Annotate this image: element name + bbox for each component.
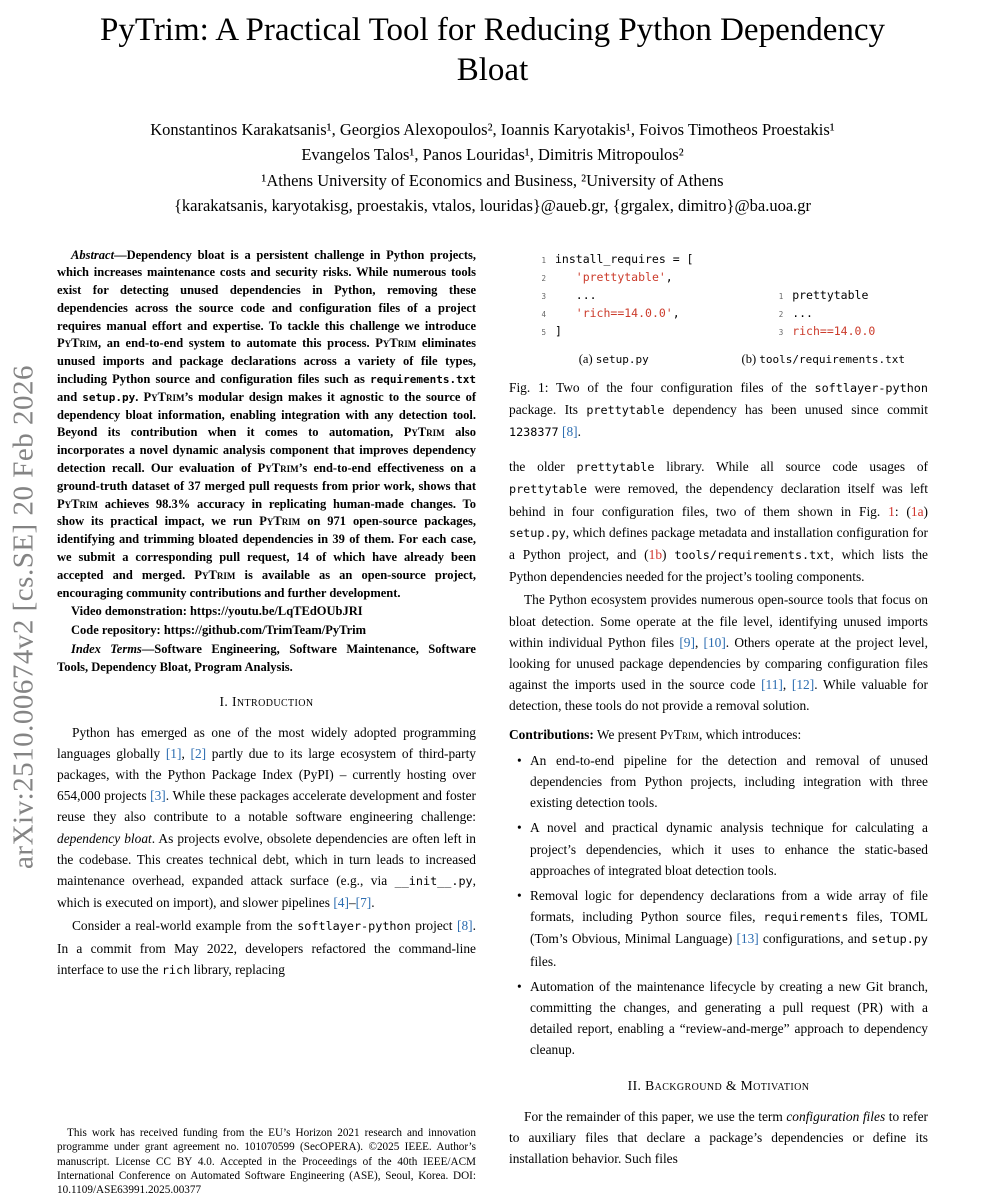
paragraph-background [509, 1106, 928, 1170]
code-line [534, 251, 693, 269]
line-number: 2 [778, 310, 784, 320]
figure-1b [719, 251, 929, 367]
text-run: library, replacing [190, 961, 285, 977]
code-text [792, 306, 813, 320]
video-demo-line [57, 603, 476, 621]
text-run: the older [509, 459, 577, 475]
paper-title: PyTrim: A Practical Tool for Reducing Python Dependency Bloat [99, 12, 886, 89]
left-column [57, 247, 476, 1200]
line-number: 2 [541, 273, 546, 283]
text-run: Index Terms [71, 642, 142, 657]
figure-ref-link[interactable]: 1 [888, 503, 895, 519]
code-line [771, 287, 875, 305]
text-run: . While valuable for detection, these tools do not provide a removal solution. [509, 677, 928, 714]
text-run: __init__.py [394, 874, 473, 889]
text-run: requirements [763, 910, 849, 925]
authors-line-2: Evangelos Talos¹, Panos Louridas¹, Dimitris Mitropoulos² [301, 145, 684, 164]
intro-paragraph-1 [57, 722, 476, 914]
text-run: Video demonstration: [71, 604, 190, 619]
code-listing-requirements-txt [771, 287, 875, 342]
contribution-item-1 [517, 750, 928, 814]
code-text [792, 324, 875, 338]
text-run: —Software Engineering, Software Maintenance, Software Tools, Dependency Bloat, Program Analysis. [57, 642, 476, 674]
text-run: , [694, 634, 704, 650]
subfigure-caption-a [509, 352, 719, 367]
text-run: A novel and practical dynamic analysis technique for calculating a project’s dependencies, which it uses to enhance the static-based approaches of integrated bloat detection tools. [530, 820, 928, 878]
text-run: eliminates unused imports and package declarations across a variety of file types, including Python source and configuration files such as [57, 336, 476, 387]
text-run: —Dependency bloat is a persistent challenge in Python projects, which increases maintenance costs and security risks. While numerous tools exist for detecting unused dependencies in Python, removing these dependencies across the source code and configuration files of a project requires manual effort and expertise. To tackle this challenge we introduce [57, 247, 476, 333]
text-run: Python has emerged as one of the most widely adopted programming languages globally [57, 724, 476, 761]
author-emails: {karakatsanis, karyotakisg, proestakis, vtalos, louridas}@aueb.gr, {grgalex, dimitro}@ba.uoa.gr [173, 196, 812, 215]
paragraph-continuation [509, 456, 928, 587]
text-run: configuration files [786, 1108, 886, 1124]
text-run: , which defines package metadata and installation configuration for a Python project, and ( [509, 524, 928, 562]
line-number: 5 [541, 328, 546, 338]
text-run: . Others operate at the project level, looking for unused package dependencies by comparing configuration files against the imports used in the source code [509, 634, 928, 693]
text-run: ’s modular design makes it agnostic to the source of dependency bloat information, enabling integration with any detection tool. Beyond its contribution when it comes to automation, [57, 389, 477, 440]
url-link[interactable]: https://youtu.be/LqTEdOUbJRI [189, 604, 363, 619]
text-run: ... [555, 287, 597, 302]
text-run: PyTrim [257, 461, 299, 476]
figure-ref-link[interactable]: 1b [648, 546, 663, 562]
text-run: Code repository: [71, 623, 164, 638]
arxiv-watermark: arXiv:2510.00674v2 [cs.SE] 20 Feb 2026 [7, 365, 40, 869]
figure-ref-link[interactable]: 1a [910, 503, 924, 519]
text-run: project [410, 918, 458, 934]
text-run: An end-to-end pipeline for the detection and removal of unused dependencies from Python projects, including integration with three existing detection tools. [530, 752, 928, 811]
text-run: achieves 98.3% accuracy in replicating human-made changes. To show its practical impact, we run [57, 496, 476, 529]
code-text [555, 252, 693, 266]
code-text [555, 324, 562, 338]
text-run: . As projects evolve, obsolete dependencies are often left in the codebase. This creates technical debt, which in turn leads to increased maintenance overhead, expanded attack surface (e.g., via [57, 830, 476, 889]
url-link[interactable]: https://github.com/TrimTeam/PyTrim [163, 623, 367, 638]
text-run: Removal logic for dependency declarations from a wide array of file formats, including Python source files, [530, 887, 928, 925]
citation-link[interactable]: [9] [679, 634, 695, 650]
text-run: PyTrim [659, 726, 699, 742]
text-run: PyTrim [57, 496, 98, 511]
citation-link[interactable]: [2] [190, 745, 207, 761]
code-text [555, 270, 673, 284]
subfigure-caption-b [719, 352, 929, 367]
text-run [555, 306, 576, 320]
index-terms [57, 641, 476, 677]
text-run: . [371, 895, 375, 911]
text-run: prettytable [509, 482, 588, 497]
text-run: setup.py [509, 525, 566, 540]
citation-link[interactable]: [4] [333, 895, 349, 911]
text-run: and [57, 389, 83, 404]
text-run: requirements.txt [370, 373, 476, 387]
text-run: PyTrim [375, 336, 417, 351]
text-run: dependency bloat [57, 830, 152, 846]
author-block [57, 117, 928, 219]
text-run: dependency has been unused since commit [664, 401, 928, 417]
abstract [57, 247, 476, 603]
text-run: Abstract [71, 247, 115, 262]
text-run: For the remainder of this paper, we use the term [524, 1108, 787, 1124]
text-run: is available as an open-source project, encouraging community contributions and further development. [57, 567, 476, 600]
text-run: The Python ecosystem provides numerous open-source tools that focus on bloat detection. Some operate at the file level, identifying unused imports within individual Python files [509, 592, 928, 650]
text-run: 'rich==14.0.0' [575, 306, 673, 321]
text-run: 'prettytable' [575, 269, 666, 284]
contributions-intro [509, 724, 928, 745]
text-run: . While these packages accelerate development and foster reuse they also contribute to a notable software engineering challenge: [57, 788, 476, 825]
citation-link[interactable]: [3] [150, 788, 166, 804]
text-run: : ( [894, 503, 911, 519]
line-number: 1 [541, 255, 546, 265]
text-run: files. [530, 953, 557, 969]
text-run: – [348, 895, 356, 911]
text-run: PyTrim [143, 389, 185, 404]
text-run: ] [555, 324, 562, 339]
citation-link[interactable]: [13] [736, 931, 759, 947]
affiliations: ¹Athens University of Economics and Business, ²University of Athens [261, 170, 724, 190]
code-text [555, 288, 597, 302]
code-line [771, 305, 875, 323]
text-run: were removed, the dependency declaration itself was left behind in four configuration files, two of them shown in Fig. [509, 481, 928, 519]
text-run: PyTrim [57, 336, 98, 351]
citation-link[interactable]: [8] [562, 423, 578, 439]
contributions-list [509, 750, 928, 1061]
text-run: 1238377 [509, 424, 559, 439]
text-run: , which lists the Python dependencies needed for the project’s tooling components. [509, 546, 928, 585]
text-run: setup.py [82, 390, 136, 404]
text-run: rich==14.0.0 [792, 324, 876, 339]
code-line [534, 287, 693, 305]
text-run: Contributions: [509, 726, 594, 742]
two-column-body [57, 247, 928, 1200]
code-text [792, 288, 868, 302]
figure-1-caption [509, 377, 928, 444]
section-heading-background: II. Background & Motivation [627, 1077, 810, 1093]
code-text [555, 306, 680, 320]
figure-1 [509, 251, 928, 367]
text-run: partly due to its large ecosystem of third-party packages, with the Python Package Index (PyPI) – currently hosting over 654,000 projects [57, 745, 476, 804]
section-heading-introduction: I. Introduction [219, 693, 314, 709]
code-listing-setup-py [534, 251, 693, 342]
text-run: library. While all source code usages of [654, 459, 928, 475]
text-run: (a) [578, 351, 596, 366]
citation-link[interactable]: [1] [165, 745, 182, 761]
authors-line-1: Konstantinos Karakatsanis¹, Georgios Alexopoulos², Ioannis Karyotakis¹, Foivos Timotheos Proestakis¹ [150, 119, 835, 139]
text-run: also incorporates a novel dynamic analysis component that improves dependency detection recall. Our evaluation of [57, 425, 476, 476]
text-run: . In a commit from May 2022, developers refactored the command-line interface to use the [57, 918, 476, 977]
right-column [509, 247, 928, 1200]
line-number: 1 [778, 291, 784, 301]
figure-1a [509, 251, 719, 367]
text-run: , [181, 745, 191, 761]
citation-link[interactable]: [7] [355, 895, 372, 911]
text-run: , [782, 677, 792, 693]
text-run: prettytable [586, 402, 665, 417]
text-run: configurations, and [758, 931, 872, 947]
paragraph-ecosystem [509, 589, 928, 716]
contribution-item-4 [517, 976, 928, 1061]
text-run: , an end-to-end system to automate this process. [97, 336, 376, 351]
text-run: , which introduces: [698, 726, 802, 742]
intro-paragraph-2 [57, 915, 476, 981]
text-run: , [665, 269, 673, 284]
line-number: 3 [541, 291, 546, 301]
text-run: ) [923, 503, 928, 519]
text-run: , [672, 306, 680, 321]
text-run: rich [161, 962, 191, 977]
citation-link[interactable]: [12] [791, 677, 815, 693]
text-run: PyTrim [403, 425, 445, 440]
text-run: files, TOML (Tom’s Obvious, Minimal Language) [530, 909, 928, 947]
text-run: PyTrim [194, 567, 236, 582]
text-run: to refer to auxiliary files that declare a package’s dependencies or define its installation behavior. Such files [509, 1108, 928, 1167]
code-line [771, 323, 875, 341]
text-run: . [577, 423, 581, 439]
text-run: ) [662, 546, 675, 562]
text-run: , which is executed on import), and slower pipelines [57, 873, 476, 911]
contribution-item-3 [517, 885, 928, 972]
text-run: Consider a real-world example from the [72, 918, 298, 934]
text-run: package. Its [509, 401, 587, 417]
text-run: . [135, 389, 144, 404]
contribution-item-2 [517, 817, 928, 881]
funding-footnote: This work has received funding from the EU’s Horizon 2021 research and innovation programme under grant agreement no. 101070599 (SecOPERA). ©2025 IEEE. Author’s manuscript. License CC BY 4.0. Accepted in the Proceedings of the 40th IEEE/ACM International Conference on Automated Software Engineering (ASE), Seoul, Korea. DOI: 10.1109/ASE63991.2025.00377 [57, 1127, 476, 1197]
text-run: prettytable [576, 460, 655, 475]
code-repo-line [57, 622, 476, 640]
text-run [555, 270, 576, 284]
text-run: tools/requirements.txt [674, 547, 831, 562]
text-run: prettytable [792, 287, 869, 302]
text-run: We present [593, 726, 660, 742]
code-line [534, 305, 693, 323]
text-run: softlayer-python [814, 380, 928, 395]
code-line [534, 323, 693, 341]
citation-link[interactable]: [10] [703, 634, 726, 650]
text-run: softlayer-python [297, 919, 411, 934]
text-run: ... [792, 306, 813, 321]
code-line [534, 269, 693, 287]
text-run: setup.py [595, 352, 649, 366]
text-run: tools/requirements.txt [759, 352, 905, 366]
text-run: install_requires = [ [555, 251, 694, 266]
line-number: 3 [778, 328, 784, 338]
text-run: Automation of the maintenance lifecycle by creating a new Git branch, committing the changes, and generating a pull request (PR) with a detailed report, enabling a “review-and-merge” approach to dependency cleanup. [530, 978, 928, 1058]
text-run: ’s end-to-end effectiveness on a ground-truth dataset of 37 merged pull requests from prior work, shows that [57, 461, 476, 493]
line-number: 4 [541, 310, 546, 320]
text-run: (b) [741, 351, 760, 366]
text-run: setup.py [871, 932, 928, 947]
citation-link[interactable]: [8] [457, 918, 473, 934]
text-run: on 971 open-source packages, identifying and trimming bloated dependencies in 39 of them. For each case, we submit a corresponding pull request, 14 of which have already been accepted and merged. [57, 514, 476, 582]
citation-link[interactable]: [11] [761, 677, 783, 693]
text-run: Fig. 1: Two of the four configuration files of the [509, 379, 815, 395]
text-run: PyTrim [259, 514, 301, 529]
paper-content [57, 0, 928, 1200]
